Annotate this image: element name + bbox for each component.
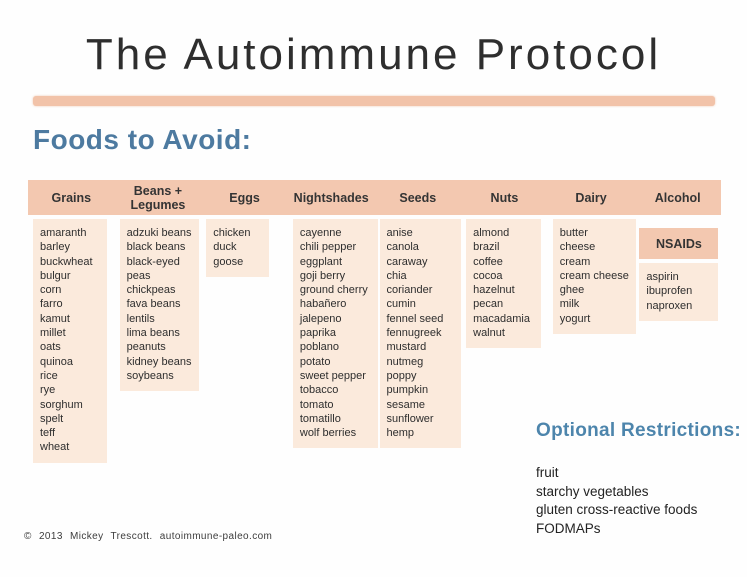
column-header-dairy: Dairy — [575, 190, 607, 205]
food-item: goji berry — [299, 269, 346, 282]
food-item: ibuprofen — [646, 285, 693, 298]
food-item: milk — [559, 298, 580, 311]
food-item: poppy — [386, 369, 417, 382]
food-item: millet — [40, 327, 66, 340]
food-item: duck — [213, 241, 237, 254]
food-item: wheat — [40, 441, 70, 454]
food-item: coffee — [473, 255, 503, 268]
food-item: corn — [40, 284, 62, 297]
food-item: coriander — [386, 284, 433, 297]
food-item: fennugreek — [386, 327, 442, 340]
food-item: poblano — [299, 341, 340, 354]
food-item: naproxen — [646, 299, 693, 312]
food-item: kamut — [40, 312, 70, 325]
nightshades-list — [293, 219, 378, 448]
food-item: teff — [40, 427, 56, 440]
dairy-list — [553, 219, 636, 334]
column-header-nightshades: Nightshades — [293, 190, 369, 205]
food-item: chili pepper — [299, 241, 357, 254]
food-item: goose — [213, 255, 244, 268]
column-beans-legumes — [115, 219, 202, 391]
food-item: brazil — [473, 241, 500, 254]
food-item: black-eyed peas — [126, 255, 180, 282]
food-item: anise — [386, 227, 413, 239]
food-item: cayenne — [299, 227, 342, 239]
food-item: farro — [40, 298, 63, 311]
food-item: ghee — [559, 284, 585, 297]
food-item: soybeans — [126, 369, 174, 382]
food-item: cream cheese — [559, 269, 629, 282]
optional-restrictions-list — [536, 464, 741, 539]
food-item: fennel seed — [386, 312, 444, 325]
food-item: nutmeg — [386, 355, 424, 368]
food-item: wolf berries — [299, 427, 357, 440]
food-item: sweet pepper — [299, 369, 366, 382]
food-item: spelt — [40, 412, 64, 425]
column-alcohol — [634, 219, 721, 321]
food-item: sesame — [386, 398, 426, 411]
food-item: chia — [386, 269, 407, 282]
food-item: yogurt — [559, 312, 591, 325]
nuts-list — [466, 219, 541, 348]
food-item: eggplant — [299, 255, 343, 268]
nsaids-list — [639, 263, 718, 321]
subheader-nsaids: NSAIDs — [639, 228, 718, 259]
food-item: walnut — [473, 327, 505, 340]
food-item: bulgur — [40, 269, 71, 282]
section-title: Foods to Avoid: — [33, 124, 252, 155]
optional-restriction-item: starchy vegetables — [536, 483, 649, 499]
food-item: tomatillo — [299, 412, 341, 425]
food-item: cumin — [386, 298, 416, 311]
food-item: adzuki beans — [126, 227, 192, 239]
column-header-seeds: Seeds — [399, 190, 437, 205]
column-header-nuts: Nuts — [490, 190, 519, 205]
food-item: pecan — [473, 298, 504, 311]
food-item: sunflower — [386, 412, 434, 425]
food-item: fava beans — [126, 298, 181, 311]
food-item: macadamia — [473, 312, 530, 325]
food-item: tomato — [299, 398, 334, 411]
food-item: canola — [386, 241, 419, 254]
food-item: hazelnut — [473, 284, 515, 297]
title-divider — [33, 96, 715, 106]
copyright: © 2013 Mickey Trescott. autoimmune-paleo.com — [24, 531, 273, 542]
column-dairy — [548, 219, 635, 334]
column-nightshades — [288, 219, 375, 448]
food-item: caraway — [386, 255, 428, 268]
column-seeds — [375, 219, 462, 448]
food-item: potato — [299, 355, 331, 368]
food-item: buckwheat — [40, 255, 93, 268]
food-item: peanuts — [126, 341, 166, 354]
food-item: butter — [559, 227, 588, 239]
seeds-list — [380, 219, 461, 448]
column-header-beans-legumes: Beans + Legumes — [130, 183, 186, 212]
food-item: tobacco — [299, 384, 339, 397]
food-item: quinoa — [40, 355, 74, 368]
food-item: chicken — [213, 227, 251, 239]
column-header-alcohol: Alcohol — [654, 190, 701, 205]
category-header-row — [28, 180, 721, 215]
column-header-eggs: Eggs — [229, 190, 260, 205]
column-header-grains: Grains — [51, 190, 92, 205]
food-item: hemp — [386, 427, 415, 440]
food-item: habañero — [299, 298, 347, 311]
food-item: paprika — [299, 327, 336, 340]
food-item: barley — [40, 241, 70, 254]
optional-restrictions-title: Optional Restrictions: — [536, 420, 742, 441]
food-item: oats — [40, 341, 61, 354]
food-item: black beans — [126, 241, 186, 254]
food-item: lima beans — [126, 327, 180, 340]
optional-restriction-item: gluten cross-reactive foods — [536, 502, 698, 518]
food-item: pumpkin — [386, 384, 429, 397]
column-grains — [28, 219, 115, 463]
eggs-list — [206, 219, 269, 277]
food-item: mustard — [386, 341, 427, 354]
food-item: aspirin — [646, 271, 679, 283]
column-nuts — [461, 219, 548, 348]
food-item: almond — [473, 227, 510, 239]
beans-legumes-list — [120, 219, 199, 391]
food-item: cream — [559, 255, 591, 268]
optional-restrictions-section — [536, 420, 741, 539]
food-item: chickpeas — [126, 284, 176, 297]
food-item: sorghum — [40, 398, 83, 411]
food-item: amaranth — [40, 227, 87, 239]
food-item: lentils — [126, 312, 155, 325]
food-item: jalepeno — [299, 312, 342, 325]
food-item: rye — [40, 384, 56, 397]
food-item: ground cherry — [299, 284, 368, 297]
food-item: cheese — [559, 241, 596, 254]
optional-restriction-item: FODMAPs — [536, 520, 601, 536]
page-title: The Autoimmune Protocol — [85, 30, 662, 79]
column-eggs — [201, 219, 288, 277]
optional-restriction-item: fruit — [536, 465, 559, 480]
food-item: cocoa — [473, 269, 503, 282]
grains-list — [33, 219, 107, 463]
food-item: rice — [40, 369, 58, 382]
food-item: kidney beans — [126, 355, 192, 368]
